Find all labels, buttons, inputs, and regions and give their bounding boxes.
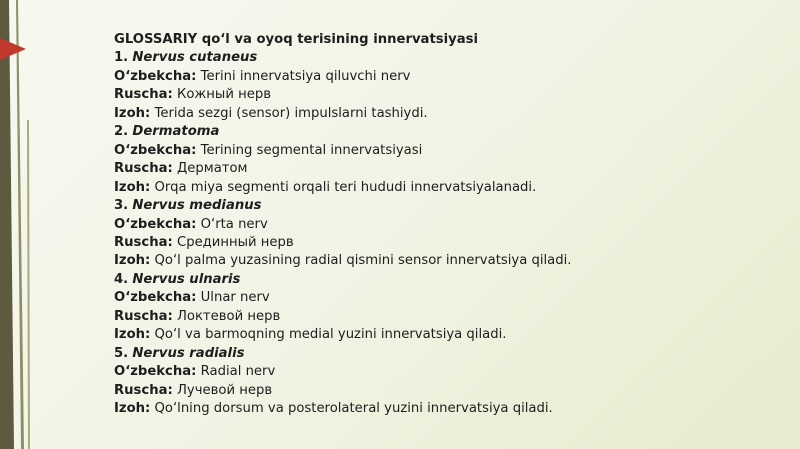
entry-5-uz: O‘zbekcha: Radial nerv [114, 364, 276, 380]
entry-3-heading: 3. Nervus medianus [114, 198, 262, 214]
entry-2-uz: O‘zbekcha: Terining segmental innervatsiyasi [114, 142, 423, 158]
entry-5-heading: 5. Nervus radialis [114, 345, 245, 361]
entry-2-heading: 2. Dermatoma [114, 124, 220, 140]
entry-1-izoh: Izoh: Terida sezgi (sensor) impulslarni tashiydi. [114, 105, 428, 121]
entry-2-izoh: Izoh: Orqa miya segmenti orqali teri hududi innervatsiyalanadi. [114, 179, 537, 195]
entry-3-uz: O‘zbekcha: O‘rta nerv [114, 216, 268, 232]
entry-1-uz: O‘zbekcha: Terini innervatsiya qiluvchi nerv [114, 68, 411, 84]
entry-term: Dermatoma [132, 124, 220, 140]
entry-term: Nervus medianus [132, 198, 262, 214]
entry-3-izoh: Izoh: Qo‘l palma yuzasining radial qismini sensor innervatsiya qiladi. [114, 253, 572, 269]
entry-term: Nervus ulnaris [132, 271, 241, 287]
entry-3-ru: Ruscha: Срединный нерв [114, 234, 294, 250]
decorative-stripes [0, 0, 60, 449]
stripe-thin [27, 120, 30, 449]
entry-4-izoh: Izoh: Qo‘l va barmoqning medial yuzini innervatsiya qiladi. [114, 327, 507, 343]
entry-4-ru: Ruscha: Локтевой нерв [114, 308, 281, 324]
entry-1-ru: Ruscha: Кожный нерв [114, 87, 271, 103]
entry-4-uz: O‘zbekcha: Ulnar nerv [114, 290, 270, 306]
entry-5-ru: Ruscha: Лучевой нерв [114, 382, 273, 398]
glossary-text [114, 31, 774, 419]
stripe-light [16, 0, 24, 449]
stripe-dark [0, 0, 14, 449]
entry-1-heading: 1. Nervus cutaneus [114, 50, 258, 66]
entry-term: Nervus radialis [132, 345, 245, 361]
glossary-title: GLOSSARIY qo‘l va oyoq terisining innervatsiyasi [114, 32, 478, 47]
entry-4-heading: 4. Nervus ulnaris [114, 271, 241, 287]
arrow-icon [0, 38, 26, 60]
entry-term: Nervus cutaneus [132, 50, 258, 66]
entry-2-ru: Ruscha: Дерматом [114, 161, 248, 177]
entry-5-izoh: Izoh: Qo‘lning dorsum va posterolateral yuzini innervatsiya qiladi. [114, 401, 553, 417]
